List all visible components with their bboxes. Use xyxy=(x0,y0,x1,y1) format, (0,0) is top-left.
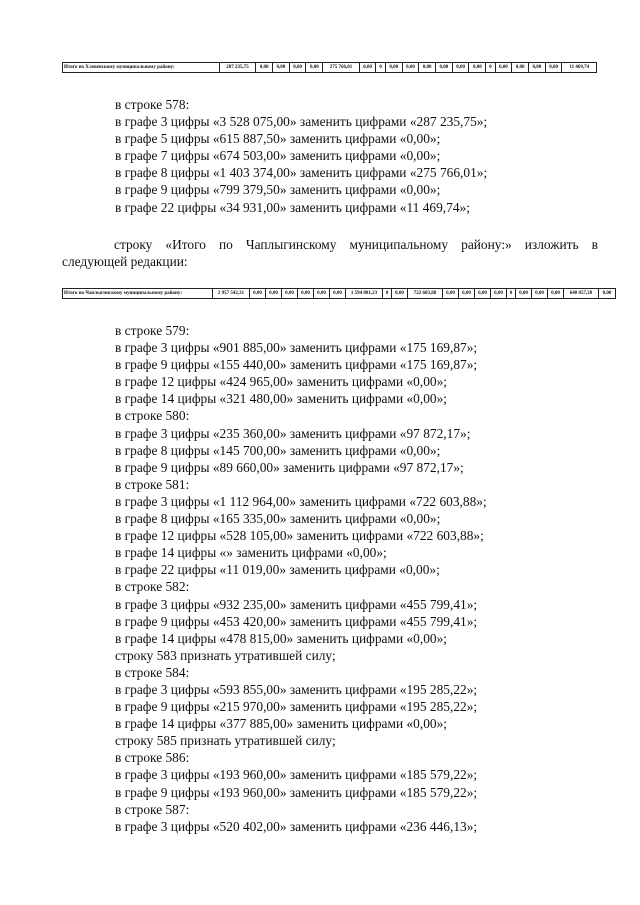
text-line: в графе 14 цифры «478 815,00» заменить цифрами «0,00»; xyxy=(115,630,448,646)
table-cell: 0,00 xyxy=(402,63,419,73)
text-line: в графе 8 цифры «1 403 374,00» заменить цифрами «275 766,01»; xyxy=(115,165,488,181)
text-line: в графе 14 цифры «» заменить цифрами «0,00»; xyxy=(115,545,387,561)
table-cell: 0,00 xyxy=(359,63,376,73)
table-cell: 0 xyxy=(486,63,495,73)
table-cell: 0,00 xyxy=(529,63,546,73)
text-line: в графе 5 цифры «615 887,50» заменить цифрами «0,00»; xyxy=(115,131,441,147)
text-line: в графе 9 цифры «193 960,00» заменить цифрами «185 579,22»; xyxy=(115,784,478,800)
text-line: в строке 578: xyxy=(115,97,190,112)
text-line: в графе 3 цифры «235 360,00» заменить цифрами «97 872,17»; xyxy=(115,425,471,441)
text-line: в графе 9 цифры «453 420,00» заменить цифрами «455 799,41»; xyxy=(115,613,478,629)
table-cell: 0,00 xyxy=(459,289,475,299)
table-cell: 0,00 xyxy=(548,289,564,299)
table-cell: 0,00 xyxy=(452,63,469,73)
text-line: в строке 587: xyxy=(115,801,190,817)
table-cell: 1 594 881,23 xyxy=(346,289,383,299)
text-line: в графе 22 цифры «11 019,00» заменить цифрами «0,00»; xyxy=(115,562,440,578)
table-cell: 0,00 xyxy=(512,63,529,73)
text-line: в графе 9 цифры «215 970,00» заменить цифрами «195 285,22»; xyxy=(115,699,478,715)
table-cell: 0 xyxy=(507,289,516,299)
table-cell: 0,00 xyxy=(475,289,491,299)
summary-table-chaplyginsky xyxy=(62,288,616,299)
text-line: в графе 8 цифры «145 700,00» заменить цифрами «0,00»; xyxy=(115,442,441,458)
table-cell: 0,00 xyxy=(250,289,266,299)
table-cell: 0,00 xyxy=(282,289,298,299)
text-line: в графе 9 цифры «799 379,50» заменить цифрами «0,00»; xyxy=(115,182,441,198)
table-cell: 0,00 xyxy=(443,289,459,299)
table-cell: 0,00 xyxy=(436,63,453,73)
table-cell: 275 766,01 xyxy=(323,63,360,73)
table-cell: 0,00 xyxy=(289,63,306,73)
table-cell: 2 957 542,31 xyxy=(213,289,250,299)
text-line: в графе 3 цифры «520 402,00» заменить цифрами «236 446,13»; xyxy=(115,818,478,834)
table-cell: 0,00 xyxy=(330,289,346,299)
text-line: в графе 14 цифры «321 480,00» заменить цифрами «0,00»; xyxy=(115,391,448,407)
table-cell: 722 603,88 xyxy=(408,289,443,299)
text-line: в графе 3 цифры «932 235,00» заменить цифрами «455 799,41»; xyxy=(115,596,478,612)
text-line: в графе 12 цифры «424 965,00» заменить цифрами «0,00»; xyxy=(115,374,448,390)
table-cell: 287 235,75 xyxy=(219,63,256,73)
text-line: в строке 586: xyxy=(115,750,190,766)
table-cell: 0,00 xyxy=(491,289,507,299)
text-line: в строке 579: xyxy=(115,323,190,338)
table-cell: 0 xyxy=(376,63,385,73)
table-row-label: Итого по Хлевенскому муниципальному району: xyxy=(63,63,220,73)
text-line: в графе 8 цифры «165 335,00» заменить цифрами «0,00»; xyxy=(115,511,441,527)
text-line: в строке 582: xyxy=(115,579,190,595)
table-cell: 0,00 xyxy=(314,289,330,299)
amendments-rows-579-587 xyxy=(115,322,605,835)
table-cell: 0,00 xyxy=(516,289,532,299)
text-line: в строке 581: xyxy=(115,476,190,492)
table-cell: 0,00 xyxy=(266,289,282,299)
table-cell: 0,00 xyxy=(545,63,562,73)
text-line: в графе 3 цифры «193 960,00» заменить цифрами «185 579,22»; xyxy=(115,767,478,783)
table-cell: 640 057,20 xyxy=(564,289,599,299)
table-cell: 0,00 xyxy=(306,63,323,73)
text-line: в графе 7 цифры «674 503,00» заменить цифрами «0,00»; xyxy=(115,148,441,164)
text-line: в графе 3 цифры «593 855,00» заменить цифрами «195 285,22»; xyxy=(115,681,478,697)
summary-table-khlevensky xyxy=(62,62,597,73)
revision-paragraph xyxy=(62,236,598,270)
table-cell: 0 xyxy=(383,289,392,299)
text-line: в графе 3 цифры «901 885,00» заменить цифрами «175 169,87»; xyxy=(115,340,478,356)
text-line: в графе 14 цифры «377 885,00» заменить цифрами «0,00»; xyxy=(115,716,448,732)
table-cell: 0,00 xyxy=(298,289,314,299)
text-line: в строке 580: xyxy=(115,408,190,424)
text-line: в графе 9 цифры «155 440,00» заменить цифрами «175 169,87»; xyxy=(115,357,478,373)
table-cell: 0,00 xyxy=(419,63,436,73)
text-line: в графе 3 цифры «1 112 964,00» заменить цифрами «722 603,88»; xyxy=(115,493,487,509)
text-line: в графе 22 цифры «34 931,00» заменить цифрами «11 469,74»; xyxy=(115,199,470,215)
text-line: строку 583 признать утратившей силу; xyxy=(115,647,336,663)
text-line: в графе 9 цифры «89 660,00» заменить цифрами «97 872,17»; xyxy=(115,459,464,475)
table-cell: 0,00 xyxy=(469,63,486,73)
paragraph-line: строку «Итого по Чаплыгинскому муниципальному району:» изложить в xyxy=(114,237,598,252)
text-line: строку 585 признать утратившей силу; xyxy=(115,733,336,749)
paragraph-line: следующей редакции: xyxy=(62,254,188,269)
table-cell: 0,00 xyxy=(392,289,408,299)
text-line: в строке 584: xyxy=(115,664,190,680)
amendments-row-578 xyxy=(115,96,605,216)
table-cell: 11 469,74 xyxy=(562,63,597,73)
table-cell: 0,00 xyxy=(273,63,290,73)
text-line: в графе 12 цифры «528 105,00» заменить цифрами «722 603,88»; xyxy=(115,528,484,544)
table-cell: 0,00 xyxy=(532,289,548,299)
table-cell: 0,00 xyxy=(256,63,273,73)
table-cell: 0,00 xyxy=(385,63,402,73)
table-row xyxy=(63,63,597,73)
table-cell: 0,00 xyxy=(495,63,512,73)
table-row-label: Итого по Чаплыгинскому муниципальному району: xyxy=(63,289,213,299)
table-cell: 0,00 xyxy=(599,289,616,299)
table-row xyxy=(63,289,616,299)
text-line: в графе 3 цифры «3 528 075,00» заменить цифрами «287 235,75»; xyxy=(115,114,488,130)
